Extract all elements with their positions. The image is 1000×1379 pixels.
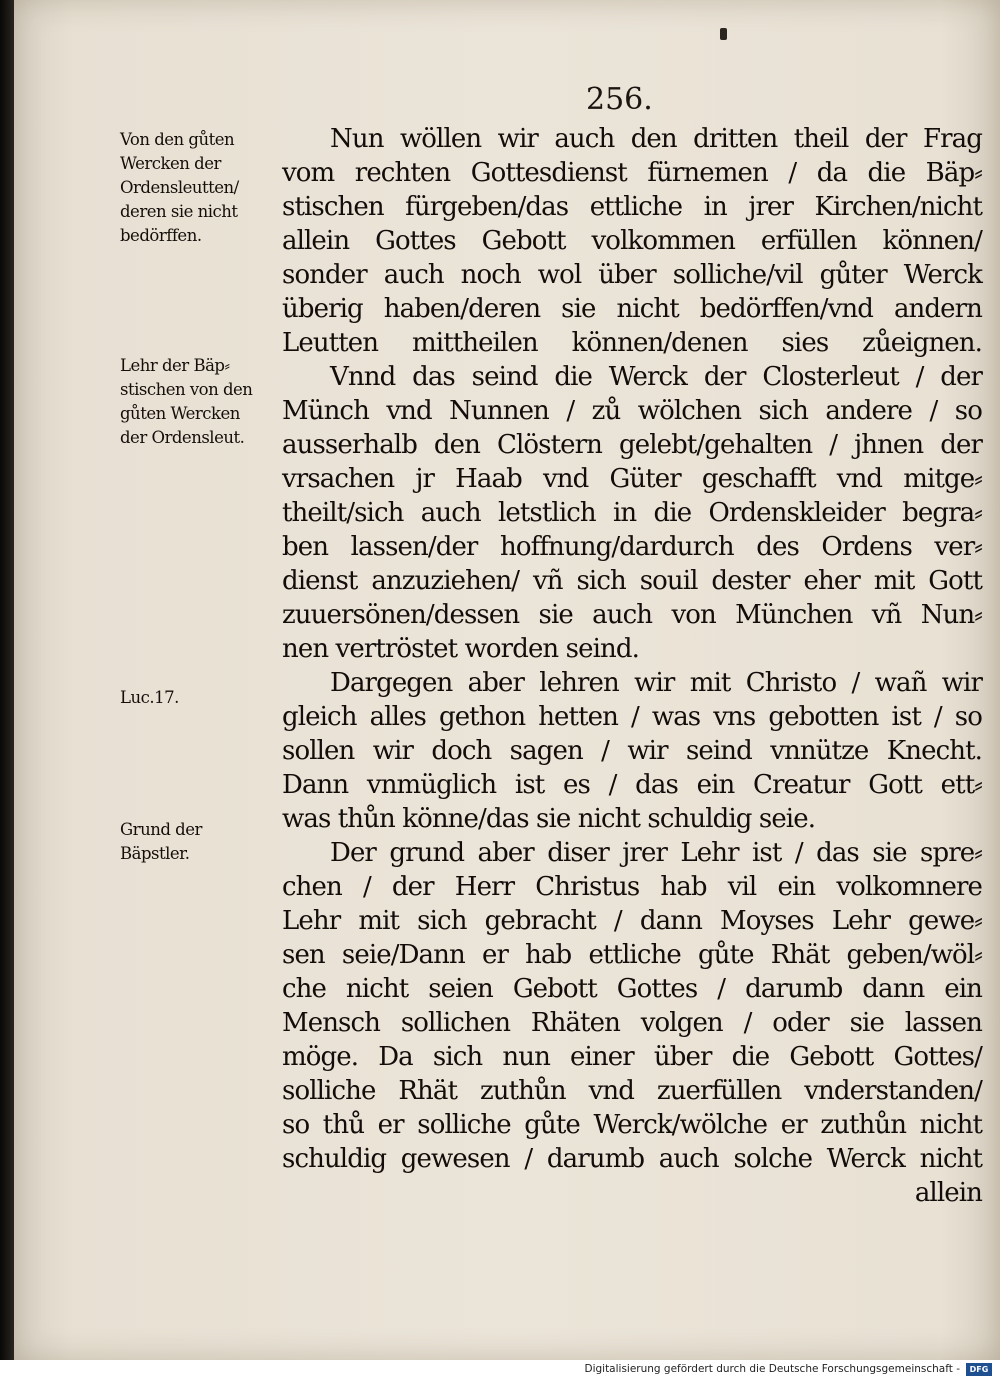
- margin-note-luke-reference: [120, 686, 295, 710]
- text-line: Der grund aber diser jrer Lehr ist / das sie spre⸗: [330, 838, 982, 868]
- catchword: allein: [914, 1178, 982, 1208]
- text-line: stischen fürgeben/das ettliche in jrer Kirchen/nicht: [282, 192, 982, 222]
- text-line: Vnnd das seind die Werck der Closterleut / der: [330, 362, 982, 392]
- margin-note-line: der Ordensleut.: [120, 428, 245, 447]
- text-line: chen / der Herr Christus hab vil ein volkomnere: [282, 872, 982, 902]
- margin-note-line: Von den gůten: [120, 130, 235, 149]
- margin-note-line: Bäpstler.: [120, 844, 190, 863]
- scanned-page: [14, 0, 1000, 1360]
- footer-bar: [0, 1360, 1000, 1379]
- text-line: Dargegen aber lehren wir mit Christo / wañ wir: [330, 668, 982, 698]
- page-binding-edge: [0, 0, 14, 1360]
- margin-note-papal-teaching: [120, 354, 295, 450]
- text-line: vrsachen jr Haab vnd Güter geschafft vnd mitge⸗: [282, 464, 982, 494]
- body-text: [282, 122, 982, 1210]
- text-line: allein Gottes Gebott volkommen erfüllen können/: [282, 226, 982, 256]
- margin-note-line: Ordensleutten/: [120, 178, 239, 197]
- text-line: theilt/sich auch letstlich in die Ordenskleider begra⸗: [282, 498, 982, 528]
- text-line: ausserhalb den Clöstern gelebt/gehalten / jhnen der: [282, 430, 982, 460]
- margin-note-line: Lehr der Bäp⸗: [120, 356, 230, 375]
- margin-note-line: Luc.17.: [120, 688, 179, 707]
- text-line: sonder auch noch wol über solliche/vil gůter Werck: [282, 260, 982, 290]
- dfg-logo[interactable]: DFG: [966, 1363, 992, 1376]
- text-line: Nun wöllen wir auch den dritten theil der Frag: [330, 124, 982, 154]
- text-line: ben lassen/der hoffnung/dardurch des Ordens ver⸗: [282, 532, 982, 562]
- text-line: gleich alles gethon hetten / was vns gebotten ist / so: [282, 702, 982, 732]
- text-line: so thů er solliche gůte Werck/wölche er zuthůn nicht: [282, 1110, 982, 1140]
- margin-note-line: stischen von den: [120, 380, 253, 399]
- text-line: was thůn könne/das sie nicht schuldig seie.: [282, 804, 816, 834]
- text-line: dienst anzuziehen/ vñ sich souil dester eher mit Gott: [282, 566, 982, 596]
- funding-credit: Digitalisierung gefördert durch die Deutsche Forschungsgemeinschaft -: [584, 1363, 960, 1375]
- text-line: möge. Da sich nun einer über die Gebott Gottes/: [282, 1042, 982, 1072]
- text-line: Leutten mittheilen können/denen sies zůeignen.: [282, 328, 982, 358]
- text-line: nen vertröstet worden seind.: [282, 634, 639, 664]
- text-line: vom rechten Gottesdienst fürnemen / da die Bäp⸗: [282, 158, 982, 188]
- margin-note-line: deren sie nicht: [120, 202, 238, 221]
- margin-note-line: Grund der: [120, 820, 202, 839]
- text-line: Münch vnd Nunnen / zů wölchen sich andere / so: [282, 396, 982, 426]
- margin-note-line: gůten Wercken: [120, 404, 240, 423]
- margin-note-good-works: [120, 128, 295, 248]
- text-line: schuldig gewesen / darumb auch solche Werck nicht: [282, 1144, 982, 1174]
- text-line: Lehr mit sich gebracht / dann Moyses Lehr gewe⸗: [282, 906, 982, 936]
- margin-note-line: Wercken der: [120, 154, 221, 173]
- margin-note-line: bedörffen.: [120, 226, 202, 245]
- margin-note-papist-reason: [120, 818, 295, 866]
- text-line: che nicht seien Gebott Gottes / darumb dann ein: [282, 974, 982, 1004]
- text-line: solliche Rhät zuthůn vnd zuerfüllen vnderstanden/: [282, 1076, 982, 1106]
- text-line: zuuersönen/dessen sie auch von München vñ Nun⸗: [282, 600, 982, 630]
- page-number: 256.: [586, 82, 653, 117]
- text-line: sollen wir doch sagen / wir seind vnnütze Knecht.: [282, 736, 982, 766]
- text-line: Dann vnmüglich ist es / das ein Creatur Gott ett⸗: [282, 770, 982, 800]
- text-line: überig haben/deren sie nicht bedörffen/vnd andern: [282, 294, 982, 324]
- ink-mark: [720, 28, 727, 40]
- text-line: Mensch sollichen Rhäten volgen / oder sie lassen: [282, 1008, 982, 1038]
- text-line: sen seie/Dann er hab ettliche gůte Rhät geben/wöl⸗: [282, 940, 982, 970]
